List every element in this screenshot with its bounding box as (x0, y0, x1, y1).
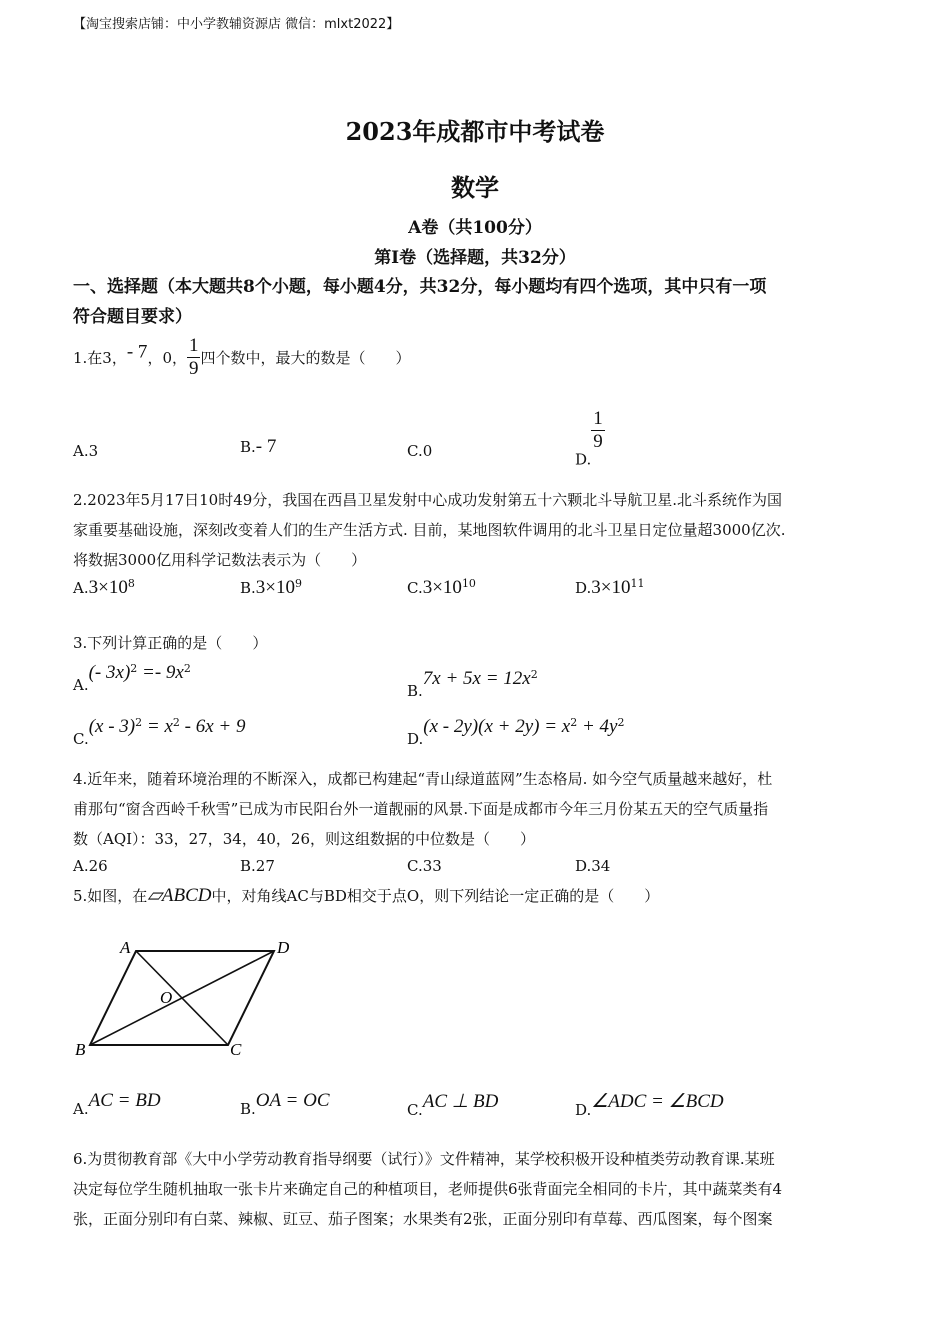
section-heading-line1: 一、选择题（本大题共8个小题，每小题4分，共32分，每小题均有四个选项，其中只有一项 (73, 277, 767, 297)
label-b: B (75, 1040, 86, 1059)
section-heading-line2: 符合题目要求） (73, 307, 192, 327)
question-4-line1: 4.近年来，随着环境治理的不断深入，成都已构建起“青山绿道蓝网”生态格局. 如今空气质量越来越好，杜 (73, 770, 773, 788)
question-4-line2: 甫那句“窗含西岭千秋雪”已成为市民阳台外一道靓丽的风景.下面是成都市今年三月份某五天的空气质量指 (73, 800, 769, 818)
q3-option-a: A.(- $3x)^2 =- 9x^2$ (73, 662, 191, 694)
page-header: 【淘宝搜索店铺：中小学教辅资源店 微信：mlxt2022】 (73, 17, 400, 32)
q2-option-b: $B.3\times 10^9$ (240, 577, 303, 598)
q3-option-c: $C.(x - 3)^2 = x^2 - 6x + 9$ (73, 716, 246, 748)
question-2-line3: 将数据3000亿用科学记数法表示为（ ） (73, 551, 367, 569)
q3-option-d: $D.(x - 2y)(x + 2y) = x^2 + 4y^2$ (407, 716, 625, 748)
label-d: D (277, 938, 290, 957)
q1-option-b: B.- 7 (240, 436, 277, 457)
question-3-stem: 3.下列计算正确的是（ ） (73, 634, 268, 652)
question-1-stem: 1.在3，- 7，0， $\frac{1}{9}$ 四个数中，最大的数是（ ） (73, 335, 411, 379)
q3-option-b: $B.7x + 5x = 12x^2$ (407, 668, 538, 700)
q4-option-c: C.33 (407, 857, 442, 875)
q5-option-a: A.AC = BD (73, 1090, 161, 1118)
volume-a-title: A卷（共100分） (408, 218, 542, 238)
question-2-line2: 家重要基础设施，深刻改变着人们的生产生活方式. 目前，某地图软件调用的北斗卫星日定位量超3000亿次. (73, 521, 786, 539)
question-6-line3: 张，正面分别印有白菜、辣椒、豇豆、茄子图案；水果类有2张，正面分别印有草莓、西瓜图案，每个图案 (73, 1210, 773, 1228)
q2-option-a: $A.3\times 10^8$ (73, 577, 135, 598)
label-c: C (230, 1040, 242, 1059)
q2-option-d: $D.3\times 10^{11}$ (575, 577, 645, 598)
question-6-line2: 决定每位学生随机抽取一张卡片来确定自己的种植项目，老师提供6张背面完全相同的卡片，其中蔬菜类有4 (73, 1180, 783, 1198)
q5-option-b: B.OA = OC (240, 1090, 330, 1118)
question-2-line1: 2.2023年5月17日10时49分，我国在西昌卫星发射中心成功发射第五十六颗北斗导航卫星.北斗系统作为国 (73, 491, 783, 509)
q1-option-d: D. $\frac{1}{9}$ (575, 408, 603, 469)
label-a: A (120, 938, 131, 957)
question-4-line3: 数（AQI）：33，27，34，40，26，则这组数据的中位数是（ ） (73, 830, 535, 848)
label-o: O (160, 988, 173, 1007)
q4-option-d: D.34 (575, 857, 611, 875)
q1-option-a: A.3 (73, 442, 99, 460)
q4-option-b: B.27 (240, 857, 275, 875)
exam-title: 2023年成都市中考试卷 (345, 117, 605, 146)
q5-option-d: D.∠ADC = ∠BCD (575, 1091, 724, 1119)
diagonal-bd (90, 951, 274, 1045)
q2-option-c: $C.3\times 10^{10}$ (407, 577, 476, 598)
q5-option-c: C.AC ⊥ BD (407, 1091, 499, 1119)
parallelogram-figure (70, 935, 300, 1065)
question-5-stem: 5.如图，在▱ABCD中，对角线AC与BD相交于点O，则下列结论一定正确的是（ ） (73, 885, 660, 906)
part1-title: 第Ⅰ卷（选择题，共32分） (374, 248, 576, 268)
q4-option-a: A.26 (73, 857, 108, 875)
question-6-line1: 6.为贯彻教育部《大中小学劳动教育指导纲要（试行）》文件精神，某学校积极开设种植类劳动教育课.某班 (73, 1150, 775, 1168)
q1-option-c: C.0 (407, 442, 433, 460)
subject-title: 数学 (451, 173, 499, 202)
